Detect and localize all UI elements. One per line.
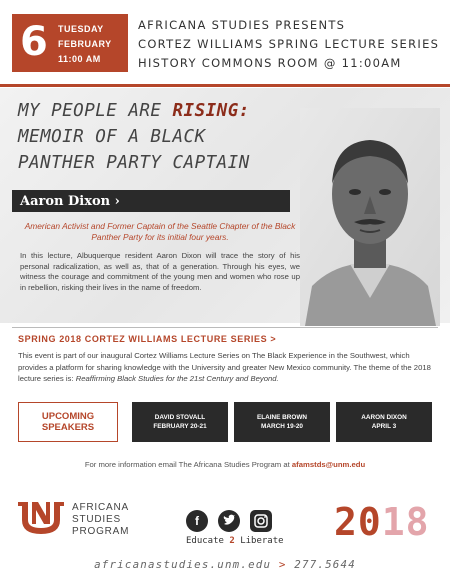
contact-email-link[interactable]: afamstds@unm.edu [291,460,366,469]
series-description [18,350,432,385]
lecture-title [18,98,308,176]
speaker-card-date: FEBRUARY 20-21 [153,423,207,430]
tagline-number: 2 [229,536,235,546]
date-month: FEBRUARY [58,39,112,49]
speaker-card-brown [234,402,330,442]
website-link[interactable]: africanastudies.unm.edu [94,558,272,571]
date-time: 11:00 AM [58,54,101,64]
speaker-card-dixon [336,402,432,442]
program-name [72,502,129,538]
twitter-icon[interactable] [218,510,240,532]
year-display [334,500,430,544]
upcoming-label-line-1: UPCOMING [41,411,95,422]
series-line: CORTEZ WILLIAMS SPRING LECTURE SERIES [138,37,440,51]
series-heading[interactable]: SPRING 2018 CORTEZ WILLIAMS LECTURE SERIES > [18,334,277,344]
date-box [12,14,128,72]
location-line: HISTORY COMMONS ROOM @ 11:00AM [138,56,402,70]
program-line-2: STUDIES [72,514,121,525]
speaker-name-bar [12,190,290,212]
speaker-card-date: APRIL 3 [371,423,397,430]
date-day: TUESDAY [58,24,104,34]
header-divider [0,84,450,87]
speaker-card-name: AARON DIXON [361,414,407,421]
contact-prefix: For more information email The Africana Studies Program at [84,460,292,469]
title-line-1-emphasis: RISING: [172,101,250,121]
lecture-description: In this lecture, Albuquerque resident Aaron Dixon will trace the story of his personal radicalization, as well as, that of a generation. Through his eyes, we witness the courage and commitment of the young men and women who rose up in rebellion, risking their lives in the name of freedom. [20,251,300,292]
title-line-1 [18,98,308,124]
phone-number: 277.5644 [294,558,356,571]
speaker-name: Aaron Dixon › [20,194,120,209]
speaker-card-name: ELAINE BROWN [256,414,308,421]
facebook-icon[interactable]: f [186,510,208,532]
tagline [186,536,284,546]
unm-logo-icon [16,500,66,536]
event-header [0,0,450,82]
tagline-part-2: Liberate [234,536,284,546]
program-line-1: AFRICANA [72,502,129,513]
year-part-2: 18 [381,500,430,544]
website-line [0,558,450,571]
upcoming-speakers-label [18,402,118,442]
lecture-panel [0,88,450,323]
speaker-card-stovall [132,402,228,442]
date-number: 6 [20,19,48,65]
title-line-1-prefix: MY PEOPLE ARE [18,101,173,121]
social-links [186,510,276,534]
year-part-1: 20 [334,500,382,544]
arrow-icon: > [271,558,295,571]
instagram-icon[interactable] [250,510,272,532]
section-divider [12,327,438,328]
series-description-main: This event is part of our inaugural Cortez Williams Lecture Series on The Black Experience in the Southwest, which provides a platform for sharing knowledge with the University and greater New Mexico community. The theme of the 2018 lecture series is: [18,351,431,383]
contact-line [0,460,450,469]
upcoming-speakers [18,402,432,442]
speaker-portrait [300,108,440,326]
upcoming-label-line-2: SPEAKERS [41,422,95,433]
title-line-2: MEMOIR OF A BLACK [18,127,206,147]
speaker-card-date: MARCH 19-20 [261,423,303,430]
event-heading [138,16,443,73]
series-theme: Reaffirming Black Studies for the 21st Century and Beyond. [75,374,279,383]
program-line-3: PROGRAM [72,526,130,537]
speaker-subtitle: American Activist and Former Captain of the Seattle Chapter of the Black Panther Party for its initial four years. [24,221,296,242]
presenter-line: AFRICANA STUDIES PRESENTS [138,18,346,32]
tagline-part-1: Educate [186,536,230,546]
speaker-card-name: DAVID STOVALL [154,414,206,421]
title-line-3: PANTHER PARTY CAPTAIN [18,153,250,173]
